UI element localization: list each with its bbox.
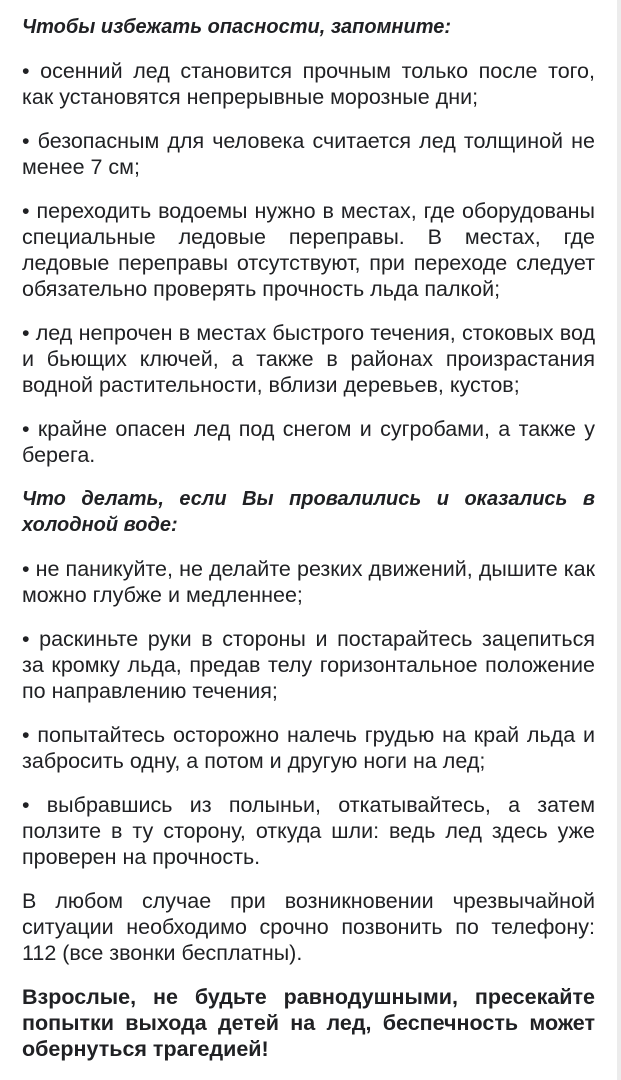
list-item-spread-arms: • раскиньте руки в стороны и постарайтесь зацепиться за кромку льда, предав телу горизонтальное положение по направлению течения; [22, 627, 595, 703]
list-item-roll-away: • выбравшись из полыньи, откатывайтесь, а затем ползите в ту сторону, откуда шли: ведь лед здесь уже проверен на прочность. [22, 793, 595, 869]
list-item-weak-ice-places: • лед непрочен в местах быстрого течения, стоковых вод и бьющих ключей, а также в районах произрастания водной растительности, вблизи деревьев, кустов; [22, 321, 595, 397]
list-item-climb-out: • попытайтесь осторожно налечь грудью на край льда и забросить одну, а потом и другую ноги на лед; [22, 723, 595, 773]
section-heading-fell-through: Что делать, если Вы провалились и оказались в холодной воде: [22, 488, 595, 536]
list-item-no-panic: • не паникуйте, не делайте резких движений, дышите как можно глубже и медленнее; [22, 557, 595, 607]
final-warning: Взрослые, не будьте равнодушными, пресекайте попытки выхода детей на лед, беспечность может обернуться трагедией! [22, 985, 595, 1061]
section-heading-avoid-danger: Чтобы избежать опасности, запомните: [22, 16, 451, 38]
list-item-safe-thickness: • безопасным для человека считается лед толщиной не менее 7 см; [22, 129, 595, 179]
emergency-call-note: В любом случае при возникновении чрезвычайной ситуации необходимо срочно позвонить по телефону: 112 (все звонки бесплатны). [22, 889, 595, 965]
list-item-snow-covered-ice: • крайне опасен лед под снегом и сугробами, а также у берега. [22, 417, 595, 467]
list-item-autumn-ice: • осенний лед становится прочным только после того, как установятся непрерывные морозные дни; [22, 59, 595, 109]
list-item-ice-crossings: • переходить водоемы нужно в местах, где оборудованы специальные ледовые переправы. В местах, где ледовые переправы отсутствуют, при переходе следует обязательно проверять прочность льда палкой; [22, 199, 595, 301]
